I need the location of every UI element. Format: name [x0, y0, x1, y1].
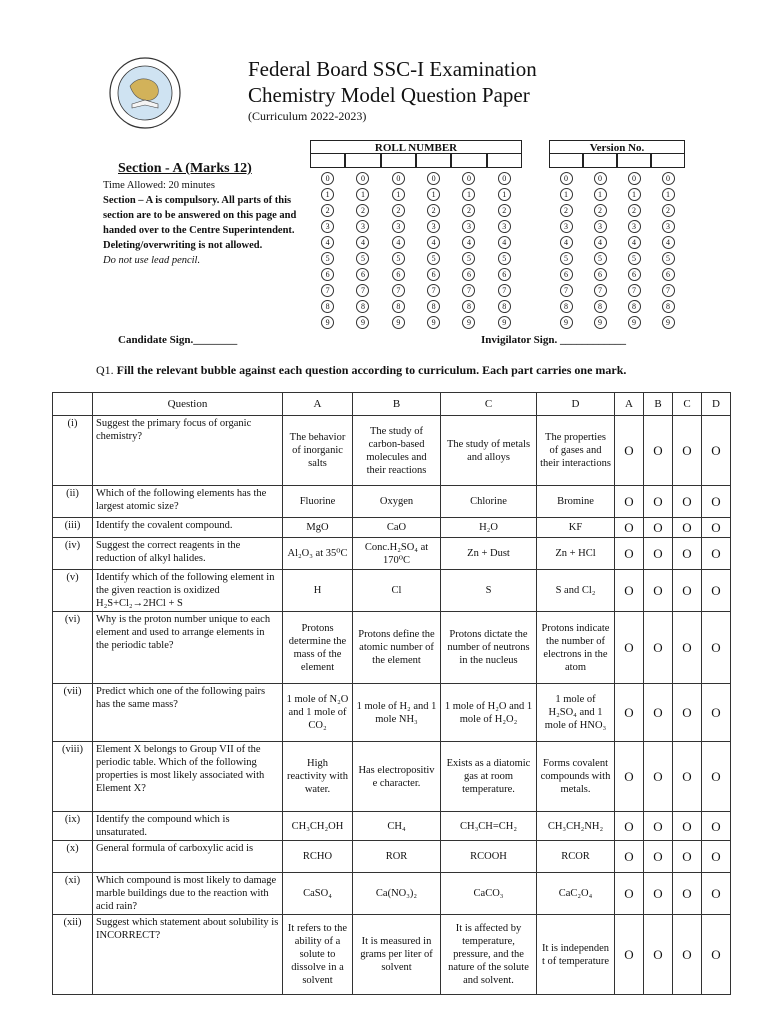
header-a: A — [283, 393, 353, 416]
version-digit-bubble[interactable]: 7 — [560, 284, 573, 297]
roll-number-digit-bubble[interactable]: 1 — [427, 188, 440, 201]
version-digit-bubble[interactable]: 8 — [662, 300, 675, 313]
roll-number-digit-bubble[interactable]: 3 — [321, 220, 334, 233]
table-row — [53, 486, 731, 518]
roll-number-box[interactable] — [416, 154, 451, 168]
option-b: 1 mole of H₂ and 1 mole NH₃ — [353, 684, 441, 742]
header-bubble-a: A — [615, 393, 644, 416]
roll-number-digit-bubble[interactable]: 2 — [392, 204, 405, 217]
title-line-2: Chemistry Model Question Paper — [248, 83, 530, 107]
roll-number-digit-bubble[interactable]: 8 — [498, 300, 511, 313]
table-row — [53, 612, 731, 684]
answer-bubble-d[interactable]: O — [702, 486, 731, 518]
answer-bubble-b[interactable]: O — [644, 684, 673, 742]
roll-number-digit-bubble[interactable]: 2 — [321, 204, 334, 217]
instruction-pencil: Do not use lead pencil. — [103, 255, 201, 266]
answer-bubble-c[interactable]: O — [673, 486, 702, 518]
version-digit-bubble[interactable]: 9 — [560, 316, 573, 329]
option-c: Chlorine — [441, 486, 537, 518]
version-digit-bubble[interactable]: 5 — [594, 252, 607, 265]
roll-number-column — [451, 168, 486, 331]
question-text: General formula of carboxylic acid is — [93, 841, 283, 873]
title-line-3: (Curriculum 2022-2023) — [248, 109, 367, 123]
option-a: Fluorine — [283, 486, 353, 518]
table-row — [53, 416, 731, 486]
question-text: Element X belongs to Group VII of the periodic table. Which of the following properties is most likely associated with Element X? — [93, 742, 283, 812]
answer-bubble-b[interactable]: O — [644, 538, 673, 570]
mcq-table — [52, 392, 731, 995]
version-digit-bubble[interactable]: 0 — [560, 172, 573, 185]
option-d: RCOR — [537, 841, 615, 873]
instruction-compulsory: Section – A is compulsory. All parts of this section are to be answered on this page and handed over to the Centre Superintendent. — [103, 195, 297, 236]
option-c: H₂O — [441, 518, 537, 538]
option-c: It is affected by temperature, pressure, and the nature of the solute and solvent. — [441, 915, 537, 995]
paper-title — [248, 56, 537, 124]
header-d: D — [537, 393, 615, 416]
option-b: Cl — [353, 570, 441, 612]
table-row — [53, 570, 731, 612]
question-text: Identify which of the following element in the given reaction is oxidized H₂S+Cl₂→2HCl + S — [93, 570, 283, 612]
option-a: RCHO — [283, 841, 353, 873]
answer-bubble-d[interactable]: O — [702, 518, 731, 538]
roll-number-box[interactable] — [345, 154, 380, 168]
option-a: The behavior of inorganic salts — [283, 416, 353, 486]
option-b: Oxygen — [353, 486, 441, 518]
option-a: Protons determine the mass of the element — [283, 612, 353, 684]
question-number: (i) — [53, 416, 93, 486]
version-box[interactable] — [651, 154, 685, 168]
question-text: Identify the compound which is unsaturated. — [93, 812, 283, 841]
version-digit-bubble[interactable]: 9 — [628, 316, 641, 329]
roll-number-digit-bubble[interactable]: 0 — [392, 172, 405, 185]
answer-bubble-b[interactable]: O — [644, 612, 673, 684]
version-digit-bubble[interactable]: 8 — [628, 300, 641, 313]
answer-bubble-d[interactable]: O — [702, 841, 731, 873]
answer-bubble-c[interactable]: O — [673, 812, 702, 841]
version-digit-bubble[interactable]: 4 — [594, 236, 607, 249]
option-d: Bromine — [537, 486, 615, 518]
answer-bubble-a[interactable]: O — [615, 612, 644, 684]
question-text: Suggest the correct reagents in the reduction of alkyl halides. — [93, 538, 283, 570]
version-digit-bubble[interactable]: 5 — [560, 252, 573, 265]
roll-number-digit-bubble[interactable]: 5 — [392, 252, 405, 265]
section-a-instructions — [103, 160, 299, 268]
roll-number-digit-bubble[interactable]: 0 — [321, 172, 334, 185]
roll-number-digit-bubble[interactable]: 4 — [321, 236, 334, 249]
roll-number-digit-bubble[interactable]: 4 — [462, 236, 475, 249]
version-digit-bubble[interactable]: 2 — [594, 204, 607, 217]
option-b: ROR — [353, 841, 441, 873]
roll-number-column — [487, 168, 522, 331]
roll-number-digit-bubble[interactable]: 7 — [427, 284, 440, 297]
answer-bubble-a[interactable]: O — [615, 841, 644, 873]
question-text: Identify the covalent compound. — [93, 518, 283, 538]
version-digit-bubble[interactable]: 8 — [560, 300, 573, 313]
roll-number-digit-bubble[interactable]: 5 — [356, 252, 369, 265]
roll-number-digit-bubble[interactable]: 1 — [356, 188, 369, 201]
answer-bubble-b[interactable]: O — [644, 742, 673, 812]
q1-text: Fill the relevant bubble against each question according to curriculum. Each part carries one mark. — [116, 363, 627, 377]
roll-number-digit-bubble[interactable]: 0 — [498, 172, 511, 185]
answer-bubble-a[interactable]: O — [615, 486, 644, 518]
question-number: (vi) — [53, 612, 93, 684]
answer-bubble-c[interactable]: O — [673, 538, 702, 570]
federal-board-logo — [108, 56, 182, 130]
option-d: 1 mole of H₂SO₄ and 1 mole of HNO₃ — [537, 684, 615, 742]
table-row — [53, 518, 731, 538]
answer-bubble-b[interactable]: O — [644, 416, 673, 486]
version-column — [651, 168, 685, 331]
roll-number-digit-bubble[interactable]: 6 — [498, 268, 511, 281]
version-digit-bubble[interactable]: 5 — [662, 252, 675, 265]
roll-number-digit-bubble[interactable]: 1 — [462, 188, 475, 201]
answer-bubble-c[interactable]: O — [673, 873, 702, 915]
option-b: The study of carbon-based molecules and their reactions — [353, 416, 441, 486]
version-digit-bubble[interactable]: 9 — [594, 316, 607, 329]
version-digit-bubble[interactable]: 4 — [628, 236, 641, 249]
version-digit-bubble[interactable]: 2 — [662, 204, 675, 217]
version-digit-bubble[interactable]: 2 — [560, 204, 573, 217]
option-b: Conc.H₂SO₄ at 170⁰C — [353, 538, 441, 570]
roll-number-digit-bubble[interactable]: 3 — [427, 220, 440, 233]
option-b: CH₄ — [353, 812, 441, 841]
roll-number-box[interactable] — [487, 154, 522, 168]
roll-number-box[interactable] — [451, 154, 486, 168]
roll-number-digit-bubble[interactable]: 5 — [462, 252, 475, 265]
option-a: CH₃CH₂OH — [283, 812, 353, 841]
header-b: B — [353, 393, 441, 416]
question-number: (iv) — [53, 538, 93, 570]
version-digit-bubble[interactable]: 3 — [594, 220, 607, 233]
option-b: It is measured in grams per liter of solvent — [353, 915, 441, 995]
roll-number-digit-bubble[interactable]: 0 — [427, 172, 440, 185]
answer-bubble-c[interactable]: O — [673, 742, 702, 812]
version-digit-bubble[interactable]: 9 — [662, 316, 675, 329]
roll-number-column — [310, 168, 345, 331]
version-digit-bubble[interactable]: 8 — [594, 300, 607, 313]
version-box[interactable] — [549, 154, 583, 168]
roll-number-column — [345, 168, 380, 331]
answer-bubble-b[interactable]: O — [644, 570, 673, 612]
roll-number-digit-bubble[interactable]: 1 — [498, 188, 511, 201]
version-digit-bubble[interactable]: 6 — [560, 268, 573, 281]
question-number: (vii) — [53, 684, 93, 742]
answer-bubble-a[interactable]: O — [615, 915, 644, 995]
version-digit-bubble[interactable]: 0 — [628, 172, 641, 185]
question-number: (x) — [53, 841, 93, 873]
option-d: Protons indicate the number of electrons in the atom — [537, 612, 615, 684]
answer-bubble-a[interactable]: O — [615, 416, 644, 486]
header-bubble-b: B — [644, 393, 673, 416]
version-digit-bubble[interactable]: 7 — [662, 284, 675, 297]
version-column — [549, 168, 583, 331]
version-digit-bubble[interactable]: 1 — [594, 188, 607, 201]
roll-number-digit-bubble[interactable]: 2 — [498, 204, 511, 217]
title-line-1: Federal Board SSC-I Examination — [248, 57, 537, 81]
roll-number-digit-bubble[interactable]: 9 — [462, 316, 475, 329]
roll-number-digit-bubble[interactable]: 3 — [392, 220, 405, 233]
roll-number-digit-bubble[interactable]: 7 — [392, 284, 405, 297]
roll-number-digit-bubble[interactable]: 0 — [356, 172, 369, 185]
roll-number-bubbles — [310, 168, 522, 331]
option-c: Exists as a diatomic gas at room temperature. — [441, 742, 537, 812]
option-b: Has electropositiv e character. — [353, 742, 441, 812]
option-a: CaSO₄ — [283, 873, 353, 915]
version-digit-bubble[interactable]: 0 — [662, 172, 675, 185]
roll-number-digit-bubble[interactable]: 6 — [356, 268, 369, 281]
answer-bubble-a[interactable]: O — [615, 518, 644, 538]
table-row — [53, 742, 731, 812]
option-a: It refers to the ability of a solute to dissolve in a solvent — [283, 915, 353, 995]
answer-bubble-a[interactable]: O — [615, 873, 644, 915]
version-digit-bubble[interactable]: 6 — [594, 268, 607, 281]
roll-number-digit-bubble[interactable]: 7 — [356, 284, 369, 297]
option-d: The properties of gases and their interactions — [537, 416, 615, 486]
answer-bubble-b[interactable]: O — [644, 518, 673, 538]
roll-number-digit-bubble[interactable]: 9 — [427, 316, 440, 329]
version-digit-bubble[interactable]: 4 — [560, 236, 573, 249]
table-row — [53, 873, 731, 915]
version-box[interactable] — [583, 154, 617, 168]
option-a: High reactivity with water. — [283, 742, 353, 812]
question-text: Predict which one of the following pairs has the same mass? — [93, 684, 283, 742]
table-header-row — [53, 393, 731, 416]
roll-number-digit-bubble[interactable]: 3 — [462, 220, 475, 233]
option-c: Zn + Dust — [441, 538, 537, 570]
version-digit-bubble[interactable]: 7 — [628, 284, 641, 297]
answer-bubble-a[interactable]: O — [615, 684, 644, 742]
question-text: Which compound is most likely to damage marble buildings due to the reaction with acid rain? — [93, 873, 283, 915]
roll-number-digit-bubble[interactable]: 8 — [427, 300, 440, 313]
roll-number-digit-bubble[interactable]: 6 — [462, 268, 475, 281]
question-number: (viii) — [53, 742, 93, 812]
roll-number-boxes — [310, 154, 522, 168]
time-allowed: Time Allowed: 20 minutes — [103, 180, 215, 191]
option-c: RCOOH — [441, 841, 537, 873]
section-a-title: Section - A (Marks 12) — [118, 161, 252, 176]
answer-bubble-c[interactable]: O — [673, 841, 702, 873]
answer-bubble-c[interactable]: O — [673, 915, 702, 995]
version-digit-bubble[interactable]: 7 — [594, 284, 607, 297]
version-bubbles — [549, 168, 685, 331]
roll-number-digit-bubble[interactable]: 6 — [392, 268, 405, 281]
question-number: (ix) — [53, 812, 93, 841]
option-d: Forms covalent compounds with metals. — [537, 742, 615, 812]
roll-number-digit-bubble[interactable]: 4 — [392, 236, 405, 249]
roll-number-digit-bubble[interactable]: 8 — [356, 300, 369, 313]
table-row — [53, 684, 731, 742]
table-row — [53, 538, 731, 570]
question-number: (xi) — [53, 873, 93, 915]
roll-number-grid — [310, 140, 522, 331]
option-d: S and Cl₂ — [537, 570, 615, 612]
version-digit-bubble[interactable]: 1 — [662, 188, 675, 201]
version-digit-bubble[interactable]: 2 — [628, 204, 641, 217]
answer-bubble-c[interactable]: O — [673, 416, 702, 486]
question-number: (v) — [53, 570, 93, 612]
table-row — [53, 841, 731, 873]
option-c: S — [441, 570, 537, 612]
answer-bubble-d[interactable]: O — [702, 570, 731, 612]
roll-number-digit-bubble[interactable]: 5 — [427, 252, 440, 265]
option-c: 1 mole of H₂O and 1 mole of H₂O₂ — [441, 684, 537, 742]
option-b: CaO — [353, 518, 441, 538]
question-text: Which of the following elements has the largest atomic size? — [93, 486, 283, 518]
roll-number-digit-bubble[interactable]: 5 — [321, 252, 334, 265]
roll-number-box[interactable] — [381, 154, 416, 168]
roll-number-digit-bubble[interactable]: 5 — [498, 252, 511, 265]
answer-bubble-c[interactable]: O — [673, 612, 702, 684]
answer-bubble-c[interactable]: O — [673, 518, 702, 538]
version-digit-bubble[interactable]: 3 — [628, 220, 641, 233]
version-digit-bubble[interactable]: 6 — [662, 268, 675, 281]
version-label: Version No. — [549, 140, 685, 154]
version-column — [583, 168, 617, 331]
answer-bubble-d[interactable]: O — [702, 612, 731, 684]
roll-number-digit-bubble[interactable]: 8 — [462, 300, 475, 313]
roll-number-label: ROLL NUMBER — [310, 140, 522, 154]
header-bubble-c: C — [673, 393, 702, 416]
question-text: Why is the proton number unique to each element and used to arrange elements in the periodic table? — [93, 612, 283, 684]
header-question: Question — [93, 393, 283, 416]
roll-number-digit-bubble[interactable]: 2 — [462, 204, 475, 217]
roll-number-digit-bubble[interactable]: 9 — [321, 316, 334, 329]
answer-bubble-b[interactable]: O — [644, 841, 673, 873]
table-row — [53, 915, 731, 995]
roll-number-digit-bubble[interactable]: 2 — [356, 204, 369, 217]
question-number: (xii) — [53, 915, 93, 995]
option-d: CH₃CH₂NH₂ — [537, 812, 615, 841]
version-box[interactable] — [617, 154, 651, 168]
answer-bubble-a[interactable]: O — [615, 570, 644, 612]
roll-number-digit-bubble[interactable]: 9 — [498, 316, 511, 329]
option-c: The study of metals and alloys — [441, 416, 537, 486]
option-c: Protons dictate the number of neutrons in the nucleus — [441, 612, 537, 684]
version-digit-bubble[interactable]: 3 — [662, 220, 675, 233]
option-a: MgO — [283, 518, 353, 538]
answer-bubble-c[interactable]: O — [673, 570, 702, 612]
roll-number-digit-bubble[interactable]: 0 — [462, 172, 475, 185]
version-column — [617, 168, 651, 331]
option-d: It is independen t of temperature — [537, 915, 615, 995]
answer-bubble-d[interactable]: O — [702, 538, 731, 570]
roll-number-digit-bubble[interactable]: 9 — [392, 316, 405, 329]
header-c: C — [441, 393, 537, 416]
answer-bubble-d[interactable]: O — [702, 416, 731, 486]
answer-bubble-d[interactable]: O — [702, 742, 731, 812]
roll-number-digit-bubble[interactable]: 6 — [321, 268, 334, 281]
answer-bubble-a[interactable]: O — [615, 538, 644, 570]
q1-instruction — [96, 363, 626, 378]
roll-number-digit-bubble[interactable]: 8 — [392, 300, 405, 313]
option-c: CH₃CH=CH₂ — [441, 812, 537, 841]
option-b: Protons define the atomic number of the element — [353, 612, 441, 684]
answer-bubble-b[interactable]: O — [644, 873, 673, 915]
answer-bubble-d[interactable]: O — [702, 684, 731, 742]
answer-bubble-b[interactable]: O — [644, 812, 673, 841]
answer-bubble-a[interactable]: O — [615, 812, 644, 841]
roll-number-digit-bubble[interactable]: 7 — [462, 284, 475, 297]
version-digit-bubble[interactable]: 6 — [628, 268, 641, 281]
table-row — [53, 812, 731, 841]
roll-number-digit-bubble[interactable]: 2 — [427, 204, 440, 217]
roll-number-column — [381, 168, 416, 331]
instruction-overwriting: Deleting/overwriting is not allowed. — [103, 240, 263, 251]
answer-bubble-d[interactable]: O — [702, 915, 731, 995]
answer-bubble-d[interactable]: O — [702, 873, 731, 915]
header-bubble-d: D — [702, 393, 731, 416]
version-digit-bubble[interactable]: 1 — [560, 188, 573, 201]
option-c: CaCO₃ — [441, 873, 537, 915]
header-blank — [53, 393, 93, 416]
question-number: (iii) — [53, 518, 93, 538]
q1-label: Q1. — [96, 363, 114, 377]
roll-number-digit-bubble[interactable]: 6 — [427, 268, 440, 281]
roll-number-box[interactable] — [310, 154, 345, 168]
roll-number-digit-bubble[interactable]: 7 — [321, 284, 334, 297]
answer-bubble-b[interactable]: O — [644, 486, 673, 518]
roll-number-digit-bubble[interactable]: 1 — [321, 188, 334, 201]
question-text: Suggest the primary focus of organic chemistry? — [93, 416, 283, 486]
question-text: Suggest which statement about solubility is INCORRECT? — [93, 915, 283, 995]
roll-number-digit-bubble[interactable]: 8 — [321, 300, 334, 313]
roll-number-digit-bubble[interactable]: 4 — [356, 236, 369, 249]
answer-bubble-a[interactable]: O — [615, 742, 644, 812]
option-a: H — [283, 570, 353, 612]
version-digit-bubble[interactable]: 0 — [594, 172, 607, 185]
roll-number-column — [416, 168, 451, 331]
version-digit-bubble[interactable]: 3 — [560, 220, 573, 233]
roll-number-digit-bubble[interactable]: 3 — [356, 220, 369, 233]
version-digit-bubble[interactable]: 4 — [662, 236, 675, 249]
roll-number-digit-bubble[interactable]: 4 — [427, 236, 440, 249]
answer-bubble-c[interactable]: O — [673, 684, 702, 742]
option-d: KF — [537, 518, 615, 538]
version-digit-bubble[interactable]: 5 — [628, 252, 641, 265]
invigilator-sign: Invigilator Sign. ____________ — [481, 334, 626, 346]
version-digit-bubble[interactable]: 1 — [628, 188, 641, 201]
roll-number-digit-bubble[interactable]: 4 — [498, 236, 511, 249]
option-b: Ca(NO₃)₂ — [353, 873, 441, 915]
option-d: Zn + HCl — [537, 538, 615, 570]
roll-number-digit-bubble[interactable]: 7 — [498, 284, 511, 297]
answer-bubble-d[interactable]: O — [702, 812, 731, 841]
roll-number-digit-bubble[interactable]: 1 — [392, 188, 405, 201]
answer-bubble-b[interactable]: O — [644, 915, 673, 995]
roll-number-digit-bubble[interactable]: 9 — [356, 316, 369, 329]
option-a: 1 mole of N₂O and 1 mole of CO₂ — [283, 684, 353, 742]
roll-number-digit-bubble[interactable]: 3 — [498, 220, 511, 233]
question-number: (ii) — [53, 486, 93, 518]
version-boxes — [549, 154, 685, 168]
version-grid — [549, 140, 685, 331]
option-a: Al₂O₃ at 35⁰C — [283, 538, 353, 570]
candidate-sign: Candidate Sign.________ — [118, 334, 238, 346]
option-d: CaC₂O₄ — [537, 873, 615, 915]
